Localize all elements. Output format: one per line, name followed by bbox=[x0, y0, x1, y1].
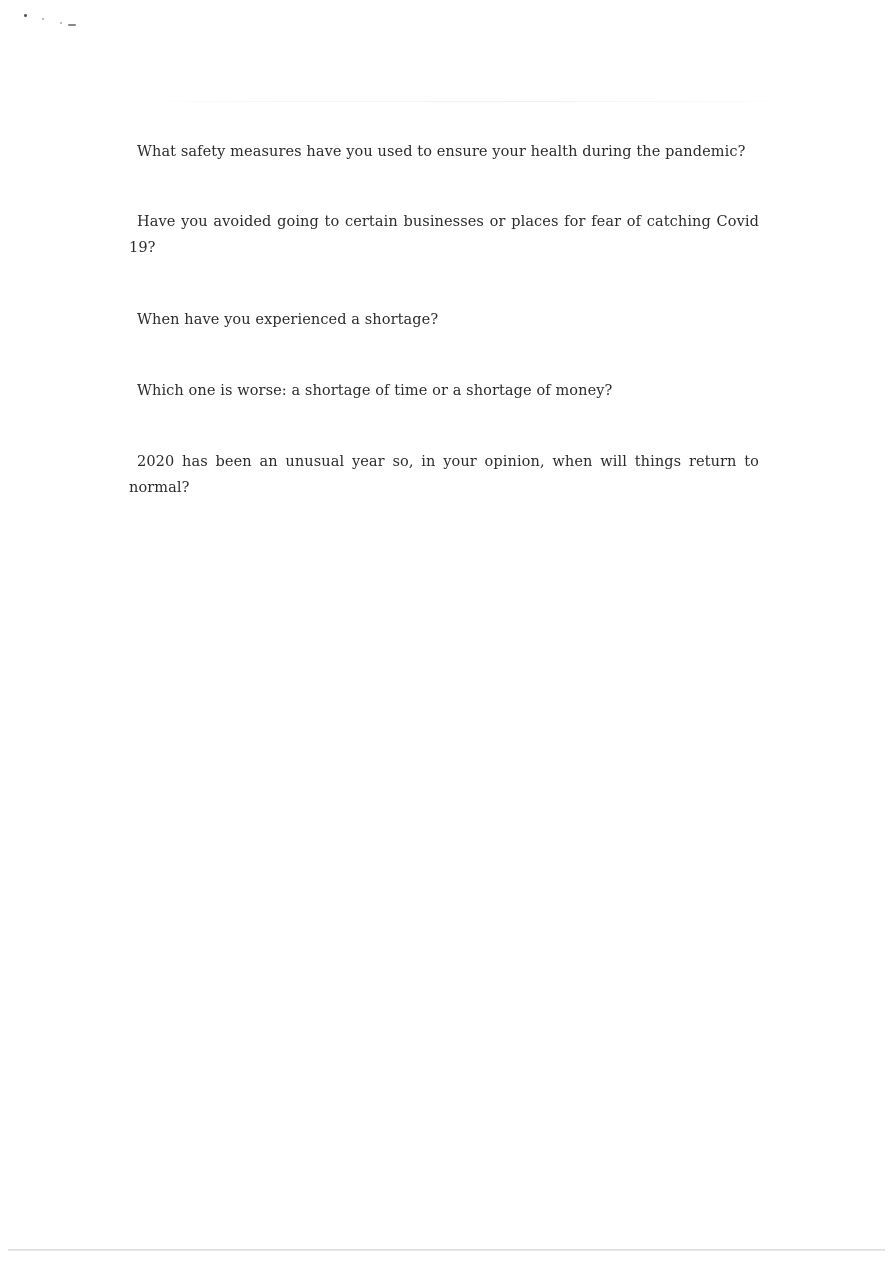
question-safety-measures: What safety measures have you used to ensure your health during the pandemic? bbox=[137, 144, 746, 160]
question-worse-shortage: Which one is worse: a shortage of time or a shortage of money? bbox=[137, 383, 613, 399]
question-avoided-places bbox=[129, 209, 759, 261]
scan-speck bbox=[68, 24, 76, 26]
question-line: 19? bbox=[129, 240, 156, 256]
question-line: Have you avoided going to certain businesses or places for fear of catching Covid bbox=[137, 214, 759, 230]
scan-speck bbox=[24, 14, 27, 17]
question-return-to-normal bbox=[129, 449, 759, 501]
scan-artifact-line bbox=[140, 101, 820, 102]
scan-speck bbox=[60, 22, 62, 24]
question-line: normal? bbox=[129, 480, 190, 496]
question-line: 2020 has been an unusual year so, in your opinion, when will things return to bbox=[137, 454, 759, 470]
question-shortage-experience: When have you experienced a shortage? bbox=[137, 312, 439, 328]
scan-bottom-edge bbox=[8, 1249, 885, 1251]
scan-speck bbox=[42, 18, 44, 20]
